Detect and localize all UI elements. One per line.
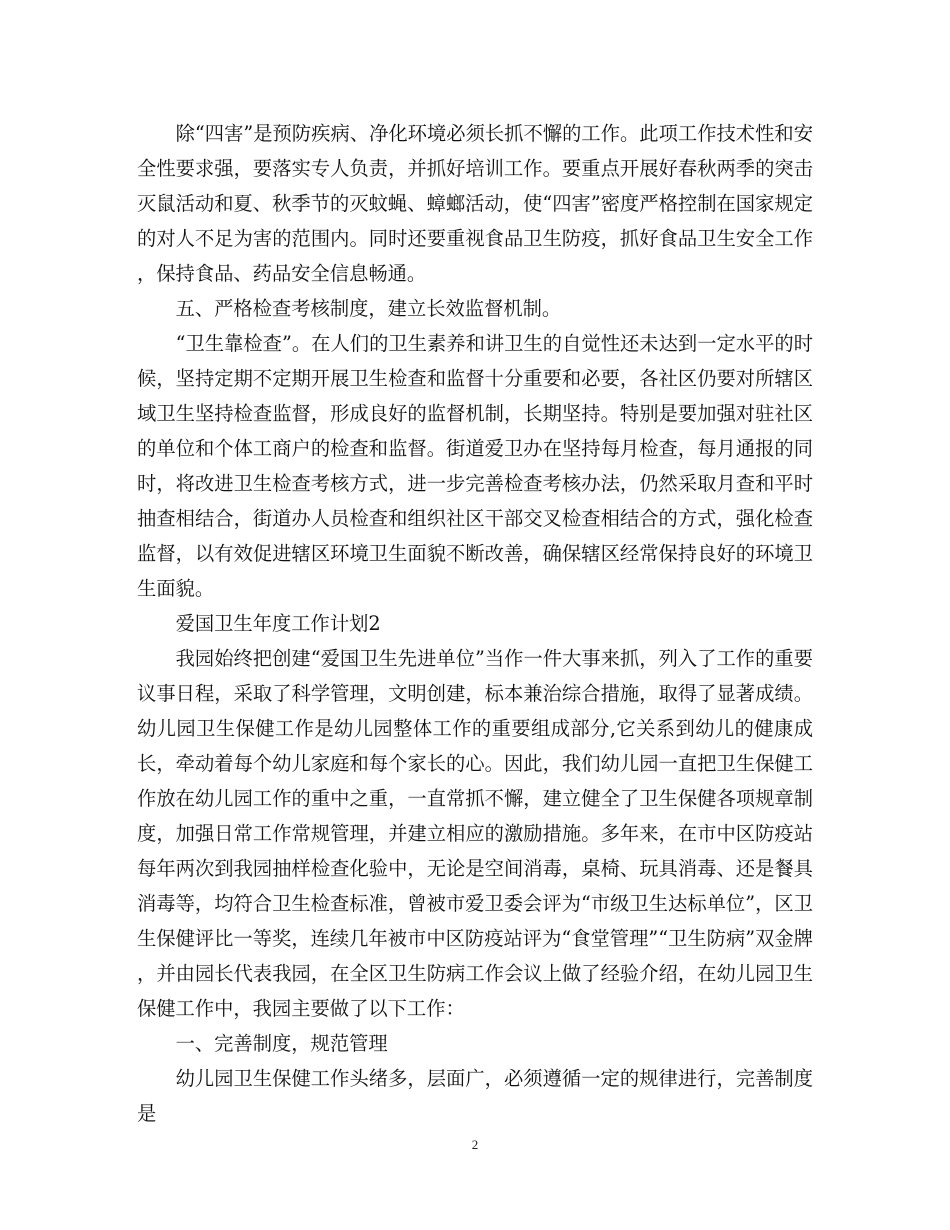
plan-title-2: 爱国卫生年度工作计划2 xyxy=(175,612,381,635)
paragraph-system-management: 幼儿园卫生保健工作头绪多，层面广，必须遵循一定的规律进行，完善制度是 xyxy=(137,1067,813,1125)
heading-section-five: 五、严格检查考核制度，建立长效监督机制。 xyxy=(175,297,562,320)
paragraph-pest-control: 除“四害”是预防疾病、净化环境必须长抓不懈的工作。此项工作技术性和安全性要求强，要落实专人负责，并抓好培训工作。要重点开展好春秋两季的突击灭鼠活动和夏、秋季节的灭蚊蝇、蟑螂活动，使“四害”密度严格控制在国家规定的对人不足为害的范围内。同时还要重视食品卫生防疫，抓好食品卫生安全工作，保持食品、药品安全信息畅通。 xyxy=(137,122,813,285)
paragraph-inspection: “卫生靠检查”。在人们的卫生素养和讲卫生的自觉性还未达到一定水平的时候，坚持定期不定期开展卫生检查和监督十分重要和必要，各社区仍要对所辖区域卫生坚持检查监督，形成良好的监督机制，长期坚持。特别是要加强对驻社区的单位和个体工商户的检查和监督。街道爱卫办在坚持每月检查，每月通报的同时，将改进卫生检查考核方式，进一步完善检查考核办法，仍然采取月查和平时抽查相结合，街道办人员检查和组织社区干部交叉检查相结合的方式，强化检查监督，以有效促进辖区环境卫生面貌不断改善，确保辖区经常保持良好的环境卫生面貌。 xyxy=(137,332,813,600)
heading-section-one: 一、完善制度，规范管理 xyxy=(175,1032,388,1055)
page-number: 2 xyxy=(471,1137,479,1152)
document-body xyxy=(137,116,813,1131)
paragraph-kindergarten-intro: 我园始终把创建“爱国卫生先进单位”当作一件大事来抓，列入了工作的重要议事日程，采取了科学管理，文明创建，标本兼治综合措施，取得了显著成绩。幼儿园卫生保健工作是幼儿园整体工作的重要组成部分,它关系到幼儿的健康成长，牵动着每个幼儿家庭和每个家长的心。因此，我们幼儿园一直把卫生保健工作放在幼儿园工作的重中之重，一直常抓不懈，建立健全了卫生保健各项规章制度，加强日常工作常规管理，并建立相应的激励措施。多年来，在市中区防疫站每年两次到我园抽样检查化验中，无论是空间消毒，桌椅、玩具消毒、还是餐具消毒等，均符合卫生检查标准，曾被市爱卫委会评为“市级卫生达标单位”，区卫生保健评比一等奖，连续几年被市中区防疫站评为“食堂管理”“卫生防病”双金牌，并由园长代表我园，在全区卫生防病工作会议上做了经验介绍，在幼儿园卫生保健工作中，我园主要做了以下工作： xyxy=(137,647,813,1020)
